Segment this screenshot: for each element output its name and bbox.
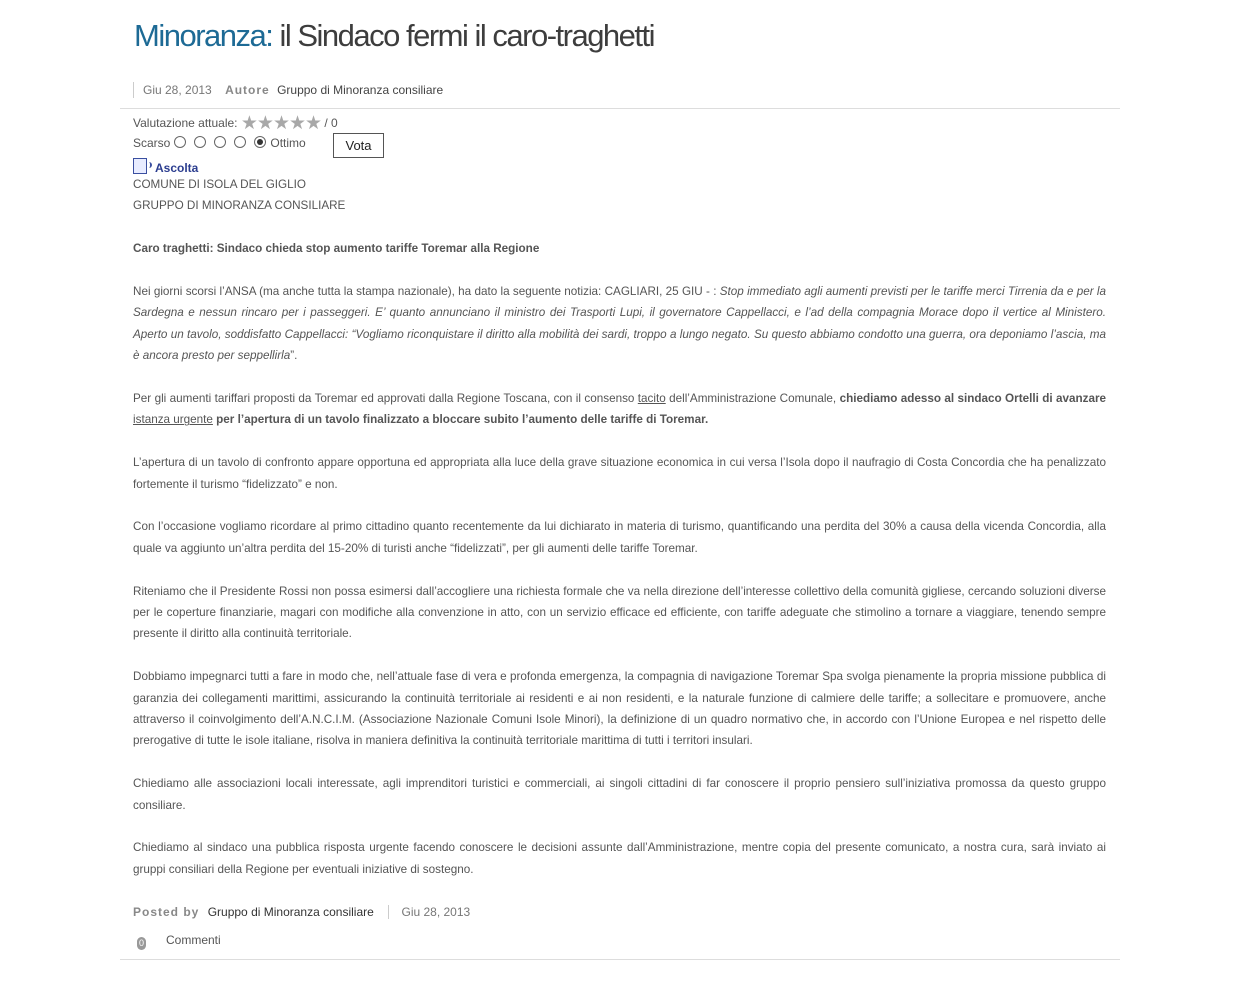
speaker-icon xyxy=(133,158,147,174)
body-line: GRUPPO DI MINORANZA CONSILIARE xyxy=(133,199,346,213)
p2-bold1: chiediamo adesso al sindaco Ortelli di avanzare xyxy=(839,392,1107,406)
p1-quote: Stop immediato agli aumenti previsti per le tariffe merci Tirrenia da e per la Sardegna e nessun rincaro per i passeggeri. E’ quanto annunciano il ministro dei Trasporti Lupi, il governatore Cappellacci, e l’ad della compagnia Morace dopo il vertice al Ministero. Aperto un tavolo, soddisfatto Cappellacci: “Vogliamo riconquistare il diritto alla mobilità dei sardi, troppo a lungo negato. Su questo abbiamo condotto una guerra, ora deponiamo l’ascia, ma è ancora presto per seppellirla xyxy=(133,285,1106,363)
rating-label: Valutazione attuale: xyxy=(133,116,238,130)
divider xyxy=(120,108,1120,109)
istanza-link[interactable]: istanza urgente xyxy=(133,413,213,427)
vote-radio-1[interactable] xyxy=(174,136,186,148)
body-paragraph: Con l’occasione vogliamo ricordare al primo cittadino quanto recentemente da lui dichiarato in materia di turismo, quantificando una perdita del 30% a causa della vicenda Concordia, alla quale va aggiunto un’altra perdita del 15-20% di turisti anche “fidelizzati”, per gli aumenti delle tariffe Toremar. xyxy=(133,520,1106,555)
vote-high-label: Ottimo xyxy=(270,136,306,150)
body-paragraph xyxy=(133,388,1106,431)
posted-by-label: Posted by xyxy=(133,905,200,919)
body-paragraph xyxy=(133,281,1106,367)
vote-radio-2[interactable] xyxy=(194,136,206,148)
body-paragraph: L’apertura di un tavolo di confronto appare opportuna ed appropriata alla luce della grave situazione economica in cui versa l’Isola dopo il naufragio di Costa Concordia che ha penalizzato fortemente il turismo “fidelizzato” e non. xyxy=(133,456,1106,491)
vote-radio-4[interactable] xyxy=(234,136,246,148)
rating-display xyxy=(133,112,338,135)
footer-separator xyxy=(388,905,389,919)
rating-vote-form xyxy=(133,136,306,150)
author-link[interactable]: Gruppo di Minoranza consiliare xyxy=(277,83,444,97)
vote-low-label: Scarso xyxy=(133,136,171,150)
p2-bold2: per l’apertura di un tavolo finalizzato a bloccare subito l’aumento delle tariffe di Toremar. xyxy=(212,413,709,427)
p1-end: ”. xyxy=(290,349,298,363)
title-text: il Sindaco fermi il caro-traghetti xyxy=(272,18,655,53)
post-date: Giu 28, 2013 xyxy=(143,83,212,97)
body-headline xyxy=(133,238,1106,259)
article-meta xyxy=(133,82,443,98)
article-title xyxy=(134,18,654,54)
body-paragraph: Chiediamo al sindaco una pubblica risposta urgente facendo conoscere le decisioni assunte dall’Amministrazione, mentre copia del presente comunicato, a nostra cura, sarà inviato ai gruppi consiliari della Regione per eventuali iniziative di sostegno. xyxy=(133,841,1106,876)
comments-label: Commenti xyxy=(166,933,221,947)
author-label: Autore xyxy=(225,83,270,97)
vote-radio-5[interactable] xyxy=(254,136,266,148)
body-paragraph: Chiediamo alle associazioni locali interessate, agli imprenditori turistici e commerciali, ai singoli cittadini di far conoscere il proprio pensiero sull’iniziativa promossa da questo gruppo consiliare. xyxy=(133,777,1106,812)
body-line: COMUNE DI ISOLA DEL GIGLIO xyxy=(133,178,306,191)
headline-text: Caro traghetti: Sindaco chieda stop aumento tariffe Toremar alla Regione xyxy=(133,242,540,256)
category-link[interactable]: Minoranza: xyxy=(134,18,273,53)
vote-radio-3[interactable] xyxy=(214,136,226,148)
body-paragraph: Dobbiamo impegnarci tutti a fare in modo che, nell’attuale fase di vera e profonda emergenza, la compagnia di navigazione Toremar Spa svolga pienamente la propria missione pubblica di garanzia dei collegamenti marittimi, assicurando la continuità territoriale ai residenti e ai non residenti, e la naturale funzione di calmiere delle tariffe; a sollecitare e promuovere, anche attraverso il coinvolgimento dell’A.N.C.I.M. (Associazione Nazionale Comuni Isole Minori), la definizione di un quadro normativo che, in accordo con l’Unione Europea e nel rispetto delle prerogative di tutte le isole italiane, risolva in maniera definitiva la continuità territoriale marittima di tutti i territori insulari. xyxy=(133,670,1106,748)
footer-author-link[interactable]: Gruppo di Minoranza consiliare xyxy=(207,905,374,919)
listen-label: Ascolta xyxy=(155,161,199,175)
divider xyxy=(120,959,1120,960)
p2-b: dell’Amministrazione Comunale, xyxy=(665,392,840,406)
rating-score: / 0 xyxy=(321,116,338,130)
vote-button[interactable]: Vota xyxy=(333,133,384,158)
comment-bubble-icon: 0 xyxy=(138,938,144,948)
article-body xyxy=(133,174,1106,880)
rating-stars-icon: ★★★★★ xyxy=(240,113,322,134)
p1-intro: Nei giorni scorsi l’ANSA (ma anche tutta la stampa nazionale), ha dato la seguente notizia: CAGLIARI, 25 GIU - : xyxy=(133,285,720,298)
comments-link[interactable] xyxy=(133,931,221,950)
post-footer xyxy=(133,903,470,921)
p2-a: Per gli aumenti tariffari proposti da Toremar ed approvati dalla Regione Toscana, con il consenso xyxy=(133,392,638,406)
tacito-link[interactable]: tacito xyxy=(637,392,666,406)
listen-button[interactable] xyxy=(133,158,198,174)
body-paragraph: Riteniamo che il Presidente Rossi non possa esimersi dall’accogliere una richiesta formale che va nella direzione dell’interesse collettivo della comunità gigliese, cercando soluzioni diverse per le coperture finanziarie, magari con modifiche alla convenzione in atto, con un servizio efficace ed efficiente, con tariffe adeguate che stimolino a tornare a viaggiare, tenendo sempre presente il diritto alla continuità territoriale. xyxy=(133,584,1106,641)
footer-date: Giu 28, 2013 xyxy=(401,905,471,919)
